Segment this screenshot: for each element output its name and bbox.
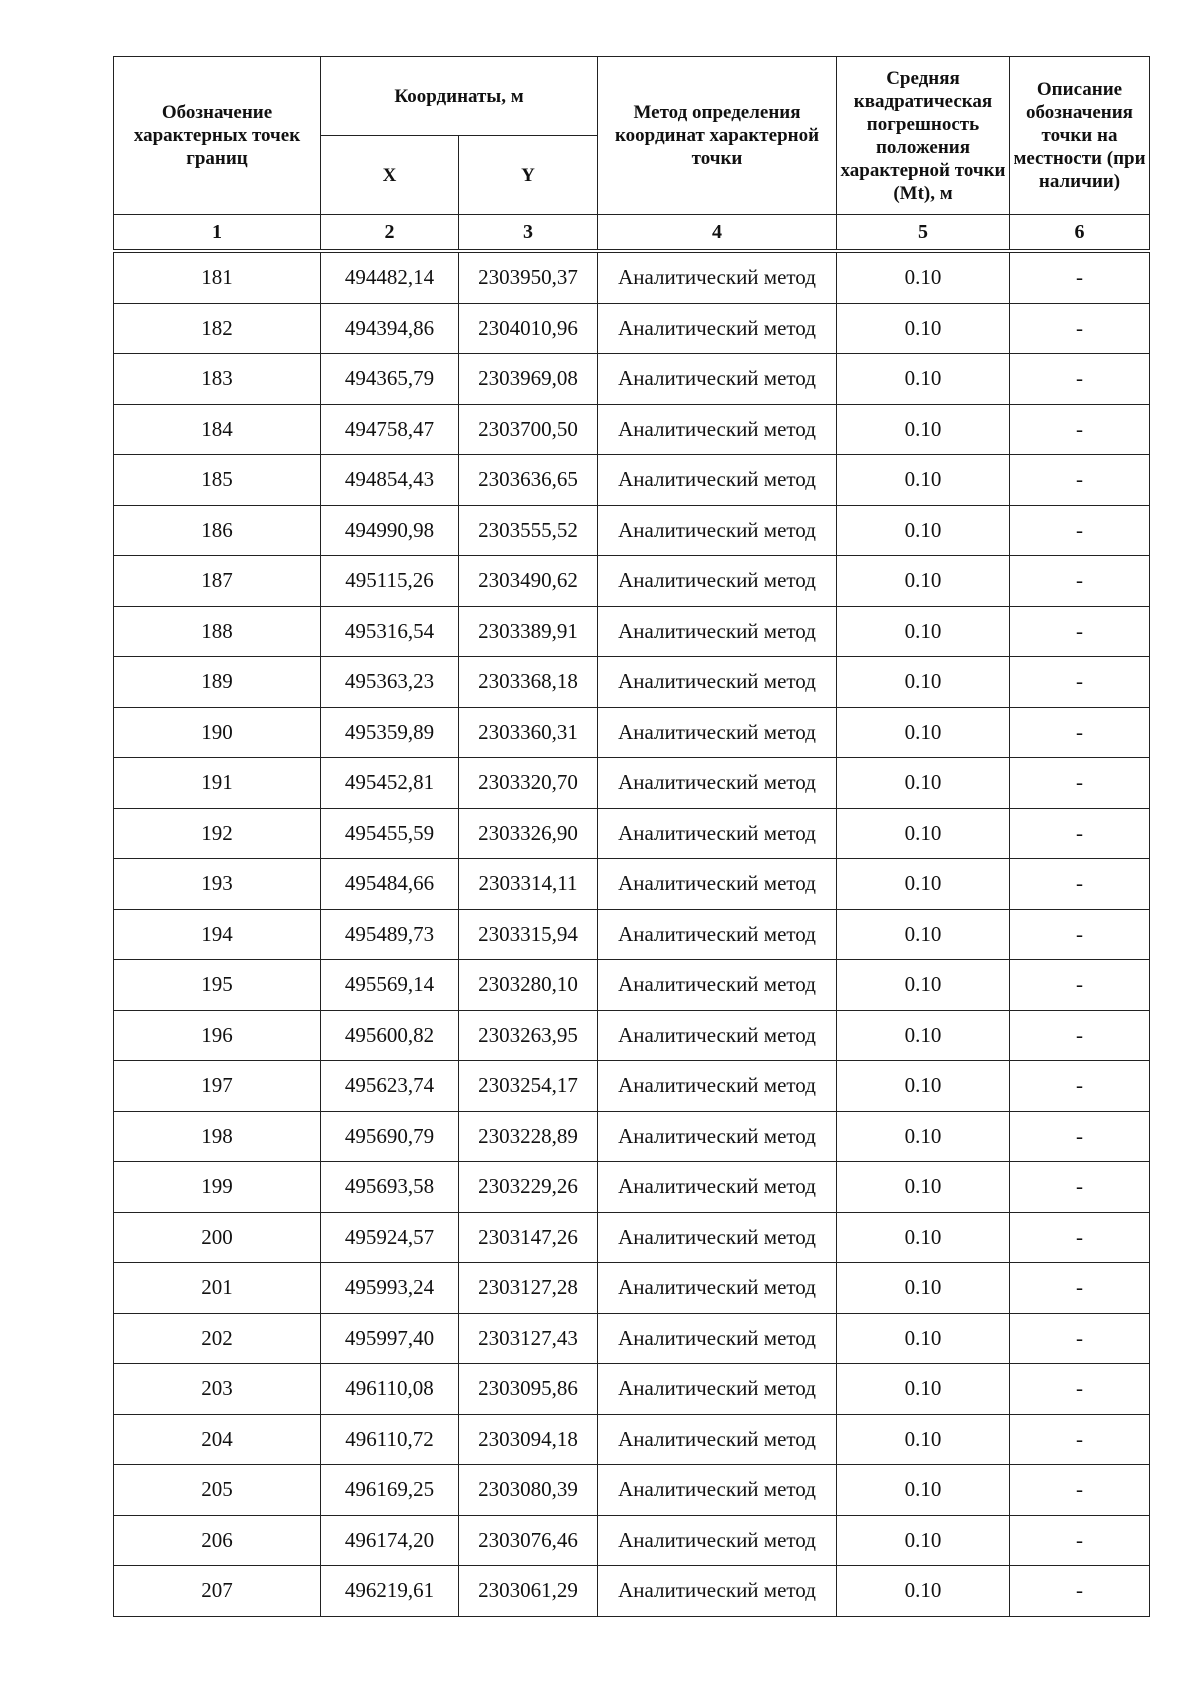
- table-row: [114, 354, 1150, 405]
- mean-error-cell: 0.10: [837, 1010, 1010, 1061]
- column-number: 1: [114, 215, 321, 250]
- mean-error-cell: 0.10: [837, 808, 1010, 859]
- table-row: [114, 960, 1150, 1011]
- method-cell: Аналитический метод: [598, 556, 837, 607]
- column-numbers-row: [114, 215, 1150, 250]
- point-id: 188: [114, 606, 321, 657]
- coord-y: 2303360,31: [459, 707, 598, 758]
- coord-y: 2303127,28: [459, 1263, 598, 1314]
- coord-y: 2303969,08: [459, 354, 598, 405]
- method-cell: Аналитический метод: [598, 859, 837, 910]
- table-row: [114, 909, 1150, 960]
- coord-x: 494854,43: [321, 455, 459, 506]
- point-id: 195: [114, 960, 321, 1011]
- point-id: 201: [114, 1263, 321, 1314]
- header-y: Y: [459, 136, 598, 215]
- coord-x: 495115,26: [321, 556, 459, 607]
- point-id: 204: [114, 1414, 321, 1465]
- point-id: 197: [114, 1061, 321, 1112]
- coord-y: 2303555,52: [459, 505, 598, 556]
- point-id: 193: [114, 859, 321, 910]
- description-cell: -: [1010, 1364, 1150, 1415]
- coord-x: 496169,25: [321, 1465, 459, 1516]
- point-id: 203: [114, 1364, 321, 1415]
- point-id: 192: [114, 808, 321, 859]
- header-x: X: [321, 136, 459, 215]
- table-row: [114, 1465, 1150, 1516]
- coord-y: 2303095,86: [459, 1364, 598, 1415]
- mean-error-cell: 0.10: [837, 1364, 1010, 1415]
- column-number: 5: [837, 215, 1010, 250]
- table-row: [114, 1212, 1150, 1263]
- coord-y: 2303950,37: [459, 253, 598, 304]
- coord-y: 2303280,10: [459, 960, 598, 1011]
- table-row: [114, 859, 1150, 910]
- coord-x: 495455,59: [321, 808, 459, 859]
- description-cell: -: [1010, 1010, 1150, 1061]
- point-id: 198: [114, 1111, 321, 1162]
- point-id: 205: [114, 1465, 321, 1516]
- description-cell: -: [1010, 253, 1150, 304]
- point-id: 184: [114, 404, 321, 455]
- column-number: 4: [598, 215, 837, 250]
- mean-error-cell: 0.10: [837, 1111, 1010, 1162]
- document-page: [113, 56, 1149, 1617]
- coord-x: 494394,86: [321, 303, 459, 354]
- coord-x: 495924,57: [321, 1212, 459, 1263]
- coord-y: 2303636,65: [459, 455, 598, 506]
- description-cell: -: [1010, 859, 1150, 910]
- mean-error-cell: 0.10: [837, 758, 1010, 809]
- description-cell: -: [1010, 556, 1150, 607]
- coord-y: 2303326,90: [459, 808, 598, 859]
- coord-y: 2303389,91: [459, 606, 598, 657]
- coord-x: 495316,54: [321, 606, 459, 657]
- coord-x: 495693,58: [321, 1162, 459, 1213]
- coord-x: 495993,24: [321, 1263, 459, 1314]
- description-cell: -: [1010, 606, 1150, 657]
- mean-error-cell: 0.10: [837, 1212, 1010, 1263]
- coord-x: 496110,72: [321, 1414, 459, 1465]
- description-cell: -: [1010, 1566, 1150, 1617]
- mean-error-cell: 0.10: [837, 253, 1010, 304]
- coord-y: 2303490,62: [459, 556, 598, 607]
- method-cell: Аналитический метод: [598, 1566, 837, 1617]
- point-id: 199: [114, 1162, 321, 1213]
- table-row: [114, 657, 1150, 708]
- coord-y: 2303080,39: [459, 1465, 598, 1516]
- point-id: 189: [114, 657, 321, 708]
- mean-error-cell: 0.10: [837, 1061, 1010, 1112]
- table-row: [114, 1364, 1150, 1415]
- description-cell: -: [1010, 1212, 1150, 1263]
- coord-x: 495569,14: [321, 960, 459, 1011]
- point-id: 202: [114, 1313, 321, 1364]
- table-row: [114, 303, 1150, 354]
- mean-error-cell: 0.10: [837, 1263, 1010, 1314]
- table-row: [114, 1566, 1150, 1617]
- description-cell: -: [1010, 1263, 1150, 1314]
- table-row: [114, 1061, 1150, 1112]
- coord-x: 495359,89: [321, 707, 459, 758]
- method-cell: Аналитический метод: [598, 707, 837, 758]
- point-id: 181: [114, 253, 321, 304]
- point-id: 194: [114, 909, 321, 960]
- method-cell: Аналитический метод: [598, 354, 837, 405]
- method-cell: Аналитический метод: [598, 303, 837, 354]
- table-row: [114, 758, 1150, 809]
- method-cell: Аналитический метод: [598, 1212, 837, 1263]
- mean-error-cell: 0.10: [837, 354, 1010, 405]
- point-id: 186: [114, 505, 321, 556]
- mean-error-cell: 0.10: [837, 707, 1010, 758]
- coord-y: 2303368,18: [459, 657, 598, 708]
- method-cell: Аналитический метод: [598, 1162, 837, 1213]
- mean-error-cell: 0.10: [837, 1414, 1010, 1465]
- coord-y: 2303127,43: [459, 1313, 598, 1364]
- table-row: [114, 1313, 1150, 1364]
- method-cell: Аналитический метод: [598, 1515, 837, 1566]
- method-cell: Аналитический метод: [598, 1061, 837, 1112]
- description-cell: -: [1010, 455, 1150, 506]
- description-cell: -: [1010, 1162, 1150, 1213]
- mean-error-cell: 0.10: [837, 657, 1010, 708]
- description-cell: -: [1010, 303, 1150, 354]
- description-cell: -: [1010, 808, 1150, 859]
- table-row: [114, 505, 1150, 556]
- mean-error-cell: 0.10: [837, 606, 1010, 657]
- description-cell: -: [1010, 354, 1150, 405]
- method-cell: Аналитический метод: [598, 1111, 837, 1162]
- coord-x: 495997,40: [321, 1313, 459, 1364]
- coord-y: 2303229,26: [459, 1162, 598, 1213]
- point-id: 200: [114, 1212, 321, 1263]
- mean-error-cell: 0.10: [837, 909, 1010, 960]
- point-id: 183: [114, 354, 321, 405]
- header-description: Описание обозначения точки на местности (при наличии): [1010, 57, 1150, 215]
- description-cell: -: [1010, 1061, 1150, 1112]
- coord-x: 495623,74: [321, 1061, 459, 1112]
- coord-x: 496110,08: [321, 1364, 459, 1415]
- point-id: 196: [114, 1010, 321, 1061]
- method-cell: Аналитический метод: [598, 1010, 837, 1061]
- coord-x: 495489,73: [321, 909, 459, 960]
- column-number: 3: [459, 215, 598, 250]
- description-cell: -: [1010, 1515, 1150, 1566]
- coord-x: 495690,79: [321, 1111, 459, 1162]
- point-id: 187: [114, 556, 321, 607]
- table-row: [114, 404, 1150, 455]
- header-method: Метод определения координат характерной точки: [598, 57, 837, 215]
- coord-x: 495452,81: [321, 758, 459, 809]
- table-header: [114, 57, 1150, 253]
- point-id: 182: [114, 303, 321, 354]
- method-cell: Аналитический метод: [598, 1313, 837, 1364]
- column-number: 2: [321, 215, 459, 250]
- mean-error-cell: 0.10: [837, 1465, 1010, 1516]
- description-cell: -: [1010, 657, 1150, 708]
- coord-y: 2303315,94: [459, 909, 598, 960]
- method-cell: Аналитический метод: [598, 909, 837, 960]
- description-cell: -: [1010, 1313, 1150, 1364]
- header-coordinates: Координаты, м: [321, 57, 598, 136]
- table-row: [114, 455, 1150, 506]
- method-cell: Аналитический метод: [598, 505, 837, 556]
- coord-y: 2303320,70: [459, 758, 598, 809]
- coord-y: 2303147,26: [459, 1212, 598, 1263]
- mean-error-cell: 0.10: [837, 1313, 1010, 1364]
- point-id: 206: [114, 1515, 321, 1566]
- method-cell: Аналитический метод: [598, 1263, 837, 1314]
- coord-y: 2303314,11: [459, 859, 598, 910]
- mean-error-cell: 0.10: [837, 1515, 1010, 1566]
- coord-y: 2303076,46: [459, 1515, 598, 1566]
- mean-error-cell: 0.10: [837, 556, 1010, 607]
- table-row: [114, 253, 1150, 304]
- table-row: [114, 707, 1150, 758]
- mean-error-cell: 0.10: [837, 960, 1010, 1011]
- coord-x: 494365,79: [321, 354, 459, 405]
- column-number: 6: [1010, 215, 1150, 250]
- description-cell: -: [1010, 1111, 1150, 1162]
- method-cell: Аналитический метод: [598, 657, 837, 708]
- point-id: 191: [114, 758, 321, 809]
- boundary-points-table: [113, 56, 1150, 1617]
- header-mean-error: Средняя квадратическая погрешность положения характерной точки (Mt), м: [837, 57, 1010, 215]
- description-cell: -: [1010, 1414, 1150, 1465]
- table-row: [114, 1515, 1150, 1566]
- mean-error-cell: 0.10: [837, 505, 1010, 556]
- point-id: 185: [114, 455, 321, 506]
- method-cell: Аналитический метод: [598, 960, 837, 1011]
- method-cell: Аналитический метод: [598, 808, 837, 859]
- description-cell: -: [1010, 707, 1150, 758]
- coord-x: 495484,66: [321, 859, 459, 910]
- coord-x: 494482,14: [321, 253, 459, 304]
- description-cell: -: [1010, 960, 1150, 1011]
- coord-x: 496219,61: [321, 1566, 459, 1617]
- description-cell: -: [1010, 909, 1150, 960]
- table-row: [114, 1414, 1150, 1465]
- point-id: 190: [114, 707, 321, 758]
- table-row: [114, 556, 1150, 607]
- coord-y: 2303263,95: [459, 1010, 598, 1061]
- method-cell: Аналитический метод: [598, 253, 837, 304]
- coord-y: 2304010,96: [459, 303, 598, 354]
- mean-error-cell: 0.10: [837, 1162, 1010, 1213]
- description-cell: -: [1010, 505, 1150, 556]
- mean-error-cell: 0.10: [837, 303, 1010, 354]
- coord-x: 494758,47: [321, 404, 459, 455]
- point-id: 207: [114, 1566, 321, 1617]
- method-cell: Аналитический метод: [598, 455, 837, 506]
- mean-error-cell: 0.10: [837, 404, 1010, 455]
- table-row: [114, 1111, 1150, 1162]
- table-row: [114, 1263, 1150, 1314]
- mean-error-cell: 0.10: [837, 859, 1010, 910]
- coord-y: 2303700,50: [459, 404, 598, 455]
- coord-y: 2303094,18: [459, 1414, 598, 1465]
- header-point-designation: Обозначение характерных точек границ: [114, 57, 321, 215]
- method-cell: Аналитический метод: [598, 1414, 837, 1465]
- description-cell: -: [1010, 1465, 1150, 1516]
- description-cell: -: [1010, 404, 1150, 455]
- method-cell: Аналитический метод: [598, 404, 837, 455]
- coord-y: 2303228,89: [459, 1111, 598, 1162]
- coord-x: 494990,98: [321, 505, 459, 556]
- method-cell: Аналитический метод: [598, 1364, 837, 1415]
- method-cell: Аналитический метод: [598, 606, 837, 657]
- coord-y: 2303254,17: [459, 1061, 598, 1112]
- description-cell: -: [1010, 758, 1150, 809]
- coord-x: 496174,20: [321, 1515, 459, 1566]
- table-row: [114, 606, 1150, 657]
- mean-error-cell: 0.10: [837, 1566, 1010, 1617]
- coord-x: 495363,23: [321, 657, 459, 708]
- table-body: [114, 253, 1150, 1617]
- method-cell: Аналитический метод: [598, 1465, 837, 1516]
- method-cell: Аналитический метод: [598, 758, 837, 809]
- mean-error-cell: 0.10: [837, 455, 1010, 506]
- table-row: [114, 1010, 1150, 1061]
- coord-x: 495600,82: [321, 1010, 459, 1061]
- coord-y: 2303061,29: [459, 1566, 598, 1617]
- table-row: [114, 808, 1150, 859]
- table-row: [114, 1162, 1150, 1213]
